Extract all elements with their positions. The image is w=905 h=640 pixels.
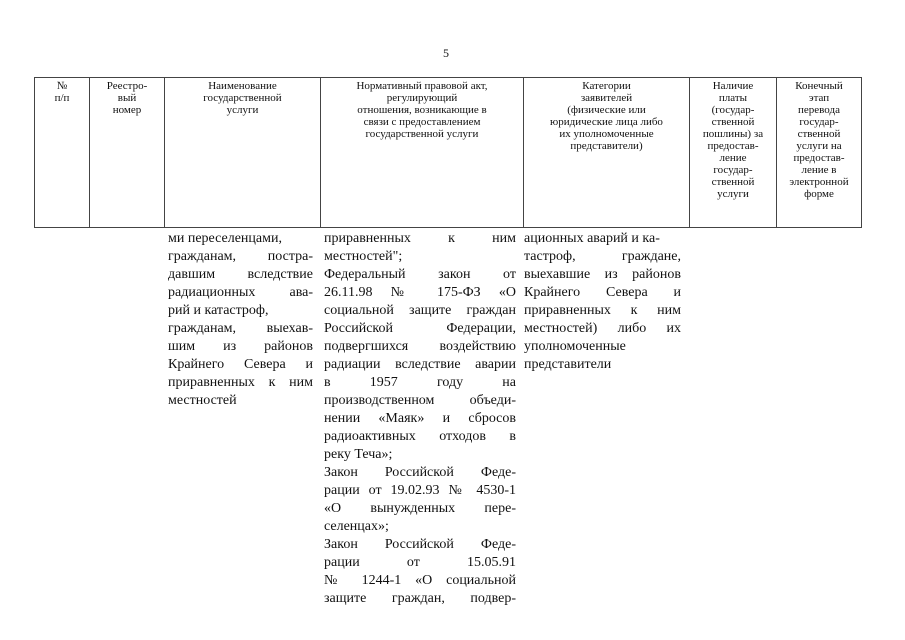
- text-line: Российской Федерации,: [324, 321, 516, 336]
- header-line: связи с предоставлением: [363, 116, 481, 128]
- header-line: государственной: [203, 92, 282, 104]
- header-cell-fee: [690, 78, 777, 228]
- header-cell-service-name: [165, 78, 321, 228]
- header-line: вый: [117, 92, 137, 104]
- text-line: шим из районов: [168, 339, 313, 354]
- header-line: услуги: [717, 188, 749, 200]
- header-line: государственной услуги: [365, 128, 479, 140]
- header-line: их уполномоченные: [559, 128, 654, 140]
- header-line: Реестро-: [106, 80, 148, 92]
- header-line: ление: [719, 152, 747, 164]
- header-line: предостав-: [793, 152, 845, 164]
- text-line: давшим вследствие: [168, 267, 313, 282]
- header-line: этап: [808, 92, 830, 104]
- header-line: пошлины) за: [702, 128, 764, 140]
- text-line: приравненных к ним: [524, 303, 681, 318]
- text-line: рации от 15.05.91: [324, 555, 516, 570]
- header-line: п/п: [54, 92, 70, 104]
- text-line: уполномоченные: [524, 339, 626, 354]
- text-line: рации от 19.02.93 № 4530-1: [324, 483, 516, 498]
- text-line: местностей: [168, 393, 237, 408]
- header-line: электронной: [789, 176, 849, 188]
- header-line: перевода: [798, 104, 840, 116]
- text-line: 26.11.98 № 175-ФЗ «О: [324, 285, 516, 300]
- header-line: предостав-: [707, 140, 759, 152]
- text-line: гражданам, выехав-: [168, 321, 313, 336]
- header-cell-number: [35, 78, 90, 228]
- text-line: местностей";: [324, 249, 403, 264]
- text-line: нении «Маяк» и сбросов: [324, 411, 516, 426]
- text-line: социальной защите граждан: [324, 303, 516, 318]
- text-line: производственном объеди-: [324, 393, 516, 408]
- header-line: представители): [570, 140, 643, 152]
- text-line: Крайнего Севера и: [168, 357, 313, 372]
- header-line: ственной: [711, 116, 755, 128]
- header-line: номер: [112, 104, 142, 116]
- text-line: тастроф, граждане,: [524, 249, 681, 264]
- header-line: услуги на: [796, 140, 842, 152]
- header-line: форме: [804, 188, 834, 200]
- text-line: Федеральный закон от: [324, 267, 516, 282]
- header-cell-electronic-stage: [777, 78, 862, 228]
- header-line: (государ-: [711, 104, 755, 116]
- header-line: Конечный: [795, 80, 843, 92]
- header-cell-registry-number: [90, 78, 165, 228]
- text-line: рий и катастроф,: [168, 303, 269, 318]
- text-line: реку Теча»;: [324, 447, 393, 462]
- header-line: Наименование: [208, 80, 277, 92]
- header-line: ственной: [797, 128, 841, 140]
- text-line: радиационных ава-: [168, 285, 313, 300]
- header-cell-applicant-categories: [524, 78, 690, 228]
- text-line: селенцах»;: [324, 519, 389, 534]
- text-line: выехавшие из районов: [524, 267, 681, 282]
- header-row: [35, 78, 862, 228]
- table-header: [34, 77, 862, 228]
- text-line: радиации вследствие аварии: [324, 357, 516, 372]
- text-line: Закон Российской Феде-: [324, 465, 516, 480]
- text-line: приравненных к ним: [324, 231, 516, 246]
- text-line: в 1957 году на: [324, 375, 516, 390]
- header-line: государ-: [799, 116, 839, 128]
- service-name-column: [168, 230, 313, 410]
- header-line: услуги: [226, 104, 259, 116]
- header-line: ление в: [801, 164, 837, 176]
- text-line: представители: [524, 357, 612, 372]
- header-line: Наличие: [712, 80, 754, 92]
- header-line: (физические или: [567, 104, 646, 116]
- text-line: приравненных к ним: [168, 375, 313, 390]
- text-line: Закон Российской Феде-: [324, 537, 516, 552]
- text-line: гражданам, постра-: [168, 249, 313, 264]
- text-line: «О вынужденных пере-: [324, 501, 516, 516]
- text-line: радиоактивных отходов в: [324, 429, 516, 444]
- text-line: ационных аварий и ка-: [524, 231, 660, 246]
- header-cell-legal-act: [321, 78, 524, 228]
- applicant-categories-column: [524, 230, 681, 374]
- header-line: Нормативный правовой акт,: [356, 80, 488, 92]
- header-line: ственной: [711, 176, 755, 188]
- header-line: регулирующий: [386, 92, 458, 104]
- text-line: Крайнего Севера и: [524, 285, 681, 300]
- page-number: 5: [443, 46, 449, 60]
- text-line: защите граждан, подвер-: [324, 591, 516, 606]
- header-line: платы: [718, 92, 748, 104]
- text-line: № 1244-1 «О социальной: [324, 573, 516, 588]
- header-line: №: [56, 80, 68, 92]
- header-line: Категории: [582, 80, 631, 92]
- text-line: местностей) либо их: [524, 321, 681, 336]
- header-line: отношения, возникающие в: [357, 104, 487, 116]
- header-line: юридические лица либо: [550, 116, 663, 128]
- legal-act-column: [324, 230, 516, 608]
- text-line: подвергшихся воздействию: [324, 339, 516, 354]
- header-line: заявителей: [580, 92, 633, 104]
- text-line: ми переселенцами,: [168, 231, 282, 246]
- header-line: государ-: [713, 164, 753, 176]
